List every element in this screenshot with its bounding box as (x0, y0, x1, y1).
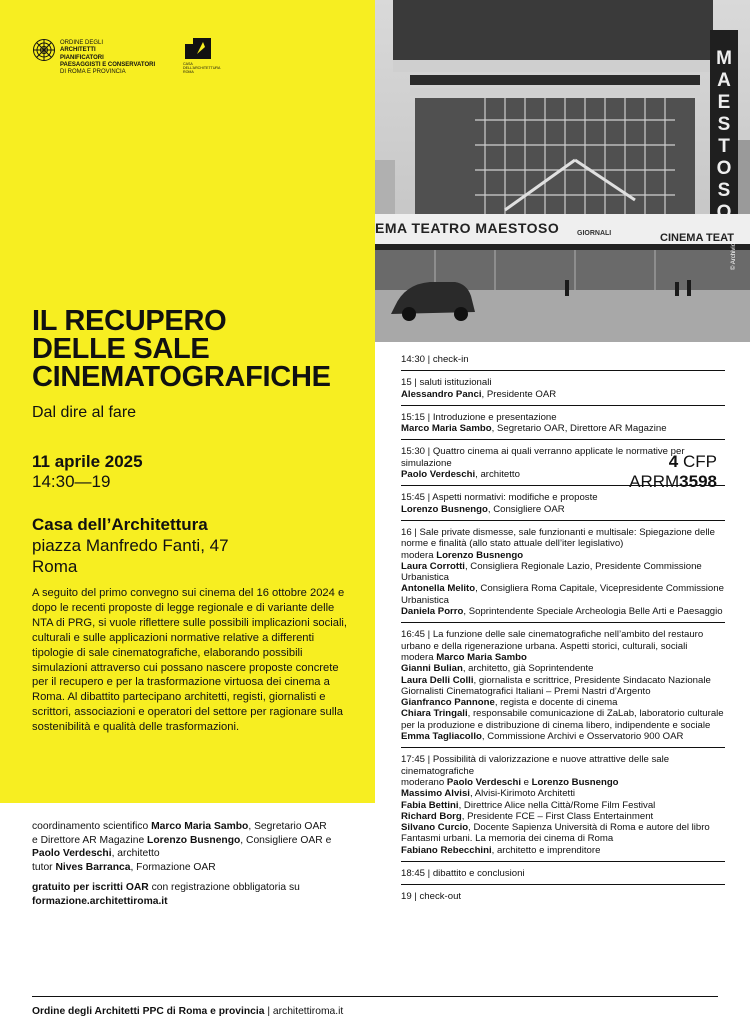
oar-logo-text: ORDINE DEGLI ARCHITETTI PIANIFICATORI PAESAGGISTI E CONSERVATORI DI ROMA E PROVINCIA (60, 40, 156, 76)
program-slot (401, 485, 725, 520)
program-slot (401, 405, 725, 440)
marquee-center-text: GIORNALI (577, 230, 612, 237)
program-slot (401, 370, 725, 405)
program-slot (401, 622, 725, 747)
cfp-credits: 4 CFP (668, 452, 717, 471)
event-time: 14:30—19 (32, 472, 111, 491)
program-speaker-line: modera Marco Maria Sambo (401, 651, 527, 663)
venue-name: Casa dell’Architettura (32, 515, 208, 534)
program-speaker-line: Fabiano Rebecchini, architetto e imprenditore (401, 844, 601, 856)
program-slot-heading: 15:15 | Introduzione e presentazione (401, 411, 557, 423)
program-slot-heading: 15:30 | Quattro cinema ai quali verranno applicate le normative per simulazione (401, 446, 685, 469)
program-speaker-line: Marco Maria Sambo, Segretario OAR, Direttore AR Magazine (401, 423, 667, 435)
course-code: ARRM3598 (629, 472, 717, 491)
program-speaker-line: Massimo Alvisi, Alvisi-Kirimoto Architetti (401, 788, 575, 800)
program-speaker-line: Richard Borg, Presidente FCE – First Class Entertainment (401, 810, 654, 822)
event-subtitle: Dal dire al fare (32, 404, 137, 421)
program-speaker-line: Gianfranco Pannone, regista e docente di cinema (401, 697, 618, 709)
program-slot-heading: 16 | Sale private dismesse, sale funzionanti e multisale: Spiegazione delle norme e finalità (allo stato attuale dell’iter legislativo) (401, 526, 715, 550)
scientific-coordination: coordinamento scientifico Marco Maria Sambo, Segretario OAR e Direttore AR Magazine Lorenzo Busnengo, Consigliere OAR e Paolo Verdeschi, architetto tutor Nives Barranca, Formazione OAR (32, 821, 332, 873)
program-slot (401, 747, 725, 861)
program-slot (401, 884, 725, 907)
program-speaker-line: Fabia Bettini, Direttrice Alice nella Città/Rome Film Festival (401, 799, 656, 811)
program-slot-heading: 15 | saluti istituzionali (401, 377, 492, 389)
registration-info: gratuito per iscritti OAR con registrazione obbligatoria su formazione.architettiroma.it (32, 882, 300, 907)
house-arrow-icon (183, 36, 213, 60)
program-speaker-line: Emma Tagliacollo, Commissione Archivi e Osservatorio 900 OAR (401, 731, 684, 743)
marquee-right-text: CINEMA TEAT (660, 232, 734, 244)
marquee-sign-text: EMA TEATRO MAESTOSO (375, 220, 560, 236)
program-slot-heading: 19 | check-out (401, 891, 462, 903)
program-slot-heading: 16:45 | La funzione delle sale cinematografiche nell’ambito del restauro urbano e della rigenerazione urbana. Aspetti storici, culturali, sociali (401, 629, 704, 652)
casa-architettura-logo: CASA DELL'ARCHITETTURA ROMA (183, 36, 229, 72)
program-speaker-line: Lorenzo Busnengo, Consigliere OAR (401, 503, 565, 515)
footer: Ordine degli Architetti PPC di Roma e provincia | architettiroma.it (32, 1006, 344, 1017)
program-speaker-line: Antonella Melito, Consigliera Roma Capitale, Vicepresidente Commissione Urbanistica (401, 583, 724, 606)
program-speaker-line: Daniela Porro, Soprintendente Speciale Archeologia Belle Arti e Paesaggio (401, 606, 723, 618)
event-date: 11 aprile 2025 (32, 452, 143, 471)
footer-site-link[interactable]: architettiroma.it (272, 1006, 344, 1017)
program-slot (401, 520, 725, 622)
venue-address: piazza Manfredo Fanti, 47 (32, 536, 229, 555)
cinema-maestoso-photo (375, 0, 750, 342)
venue-city: Roma (32, 557, 78, 576)
program-slot-heading: 18:45 | dibattito e conclusioni (401, 867, 525, 879)
registration-link[interactable]: formazione.architettiroma.it (32, 895, 168, 907)
program-speaker-line: Laura Corrotti, Consigliera Regionale Lazio, Presidente Commissione Urbanistica (401, 560, 702, 584)
program-slot-heading: 15:45 | Aspetti normativi: modifiche e proposte (401, 492, 598, 504)
program-speaker-line: Laura Delli Colli, giornalista e scrittrice, Presidente Sindacato Nazionale Giornalisti Cinematografici Italiani – Premi Nastri d’Argento (401, 674, 711, 697)
event-title: IL RECUPERO DELLE SALE CINEMATOGRAFICHE (32, 305, 331, 393)
vertical-sign-text: MAESTOSO (716, 48, 732, 223)
event-description: A seguito del primo convegno sui cinema del 16 ottobre 2024 e dopo le recenti proposte di legge regionale e di variante delle NTA di PRG, si vuole riflettere sulle possibili implicazioni sociali, culturali e sulle applicazioni normative relative a differenti tipologie di sale cinematografiche, elaborando possibili simulazioni attraverso cui possano nascere proposte concrete per il recupero e per la trasformazione virtuosa dei cinema a Roma. Al dibattito partecipano architetti, registi, giornalisti e scrittori, associazioni e operatori del settore per ragionare sulla sostenibilità e qualità delle trasformazioni. (32, 587, 348, 734)
program-speaker-line: Silvano Curcio, Docente Sapienza Università di Roma e autore del libro Fantasmi urbani. La memoria dei cinema di Roma (401, 822, 710, 845)
program-schedule (401, 342, 725, 908)
program-speaker-line: Paolo Verdeschi, architetto (401, 469, 520, 481)
program-speaker-line: Chiara Tringali, responsabile comunicazione di ZaLab, laboratorio culturale per la produzione e distribuzione di cinema libero, indipendente e sociale (401, 708, 724, 731)
footer-divider (32, 996, 718, 997)
program-speaker-line: modera Lorenzo Busnengo (401, 549, 524, 561)
program-slot (401, 861, 725, 884)
rosette-icon (32, 38, 56, 62)
program-speaker-line: moderano Paolo Verdeschi e Lorenzo Busnengo (401, 776, 619, 788)
program-slot-heading: 14:30 | check-in (401, 354, 469, 365)
photo-credit: © Archivio (731, 242, 737, 270)
program-speaker-line: Gianni Bulian, architetto, già Soprintendente (401, 663, 594, 675)
program-slot (401, 342, 725, 370)
oar-logo (32, 38, 182, 78)
program-slot (401, 439, 725, 485)
program-slot-heading: 17:45 | Possibilità di valorizzazione e nuove attrattive delle sale cinematografiche (401, 754, 670, 777)
program-speaker-line: Alessandro Panci, Presidente OAR (401, 388, 557, 400)
